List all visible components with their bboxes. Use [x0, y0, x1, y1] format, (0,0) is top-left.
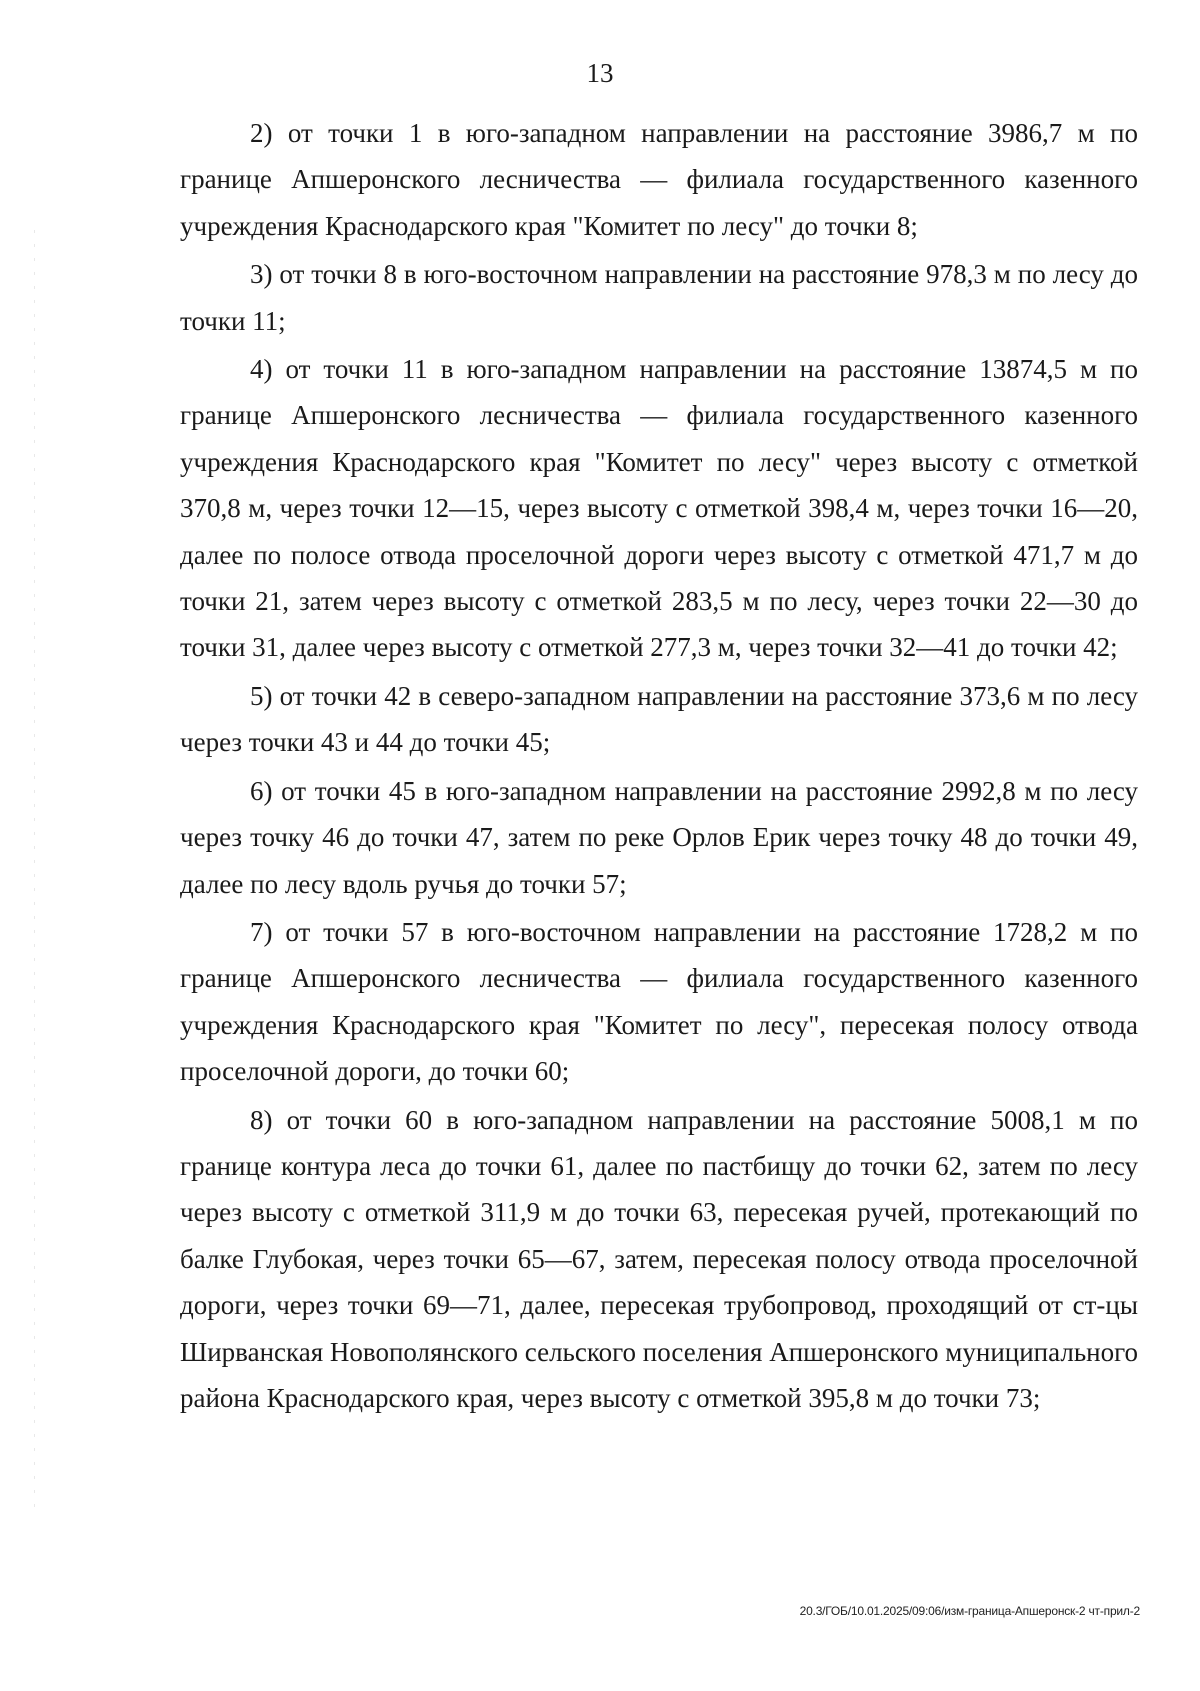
document-body: [180, 110, 1138, 1423]
paragraph-item-6: 6) от точки 45 в юго-западном направлении на расстояние 2992,8 м по лесу через точку 46 до точки 47, затем по реке Орлов Ерик через точку 48 до точки 49, далее по лесу вдоль ручья до точки 57;: [180, 775, 1138, 899]
paragraph-item-3: 3) от точки 8 в юго-восточном направлении на расстояние 978,3 м по лесу до точки 11;: [180, 259, 1138, 336]
page-number: 13: [586, 58, 614, 88]
paragraph-item-8: 8) от точки 60 в юго-западном направлении на расстояние 5008,1 м по границе контура леса до точки 61, далее по пастбищу до точки 62, затем по лесу через высоту с отметкой 311,9 м до точки 63, пересекая ручей, протекающий по балке Глубокая, через точки 65—67, затем, пересекая полосу отвода проселочной дороги, через точки 69—71, далее, пересекая трубопровод, проходящий от ст-цы Ширванская Новополянского сельского поселения Апшеронского муниципального района Краснодарского края, через высоту с отметкой 395,8 м до точки 73;: [180, 1104, 1138, 1413]
paragraph-item-7: 7) от точки 57 в юго-восточном направлении на расстояние 1728,2 м по границе Апшеронского лесничества — филиала государственного казенного учреждения Краснодарского края "Комитет по лесу", пересекая полосу отвода проселочной дороги, до точки 60;: [180, 916, 1138, 1087]
document-footer-reference: 20.3/ГОБ/10.01.2025/09:06/изм-граница-Апшеронск-2 чт-прил-2: [799, 1604, 1140, 1618]
paragraph-item-4: 4) от точки 11 в юго-западном направлении на расстояние 13874,5 м по границе Апшеронского лесничества — филиала государственного казенного учреждения Краснодарского края "Комитет по лесу" через высоту с отметкой 370,8 м, через точки 12—15, через высоту с отметкой 398,4 м, через точки 16—20, далее по полосе отвода проселочной дороги через высоту с отметкой 471,7 м до точки 21, затем через высоту с отметкой 283,5 м по лесу, через точки 22—30 до точки 31, далее через высоту с отметкой 277,3 м, через точки 32—41 до точки 42;: [180, 354, 1138, 663]
scan-edge-artifact: [34, 230, 35, 1510]
paragraph-item-2: 2) от точки 1 в юго-западном направлении на расстояние 3986,7 м по границе Апшеронского лесничества — филиала государственного казенного учреждения Краснодарского края "Комитет по лесу" до точки 8;: [180, 118, 1138, 241]
paragraph-item-5: 5) от точки 42 в северо-западном направлении на расстояние 373,6 м по лесу через точки 43 и 44 до точки 45;: [180, 680, 1138, 758]
